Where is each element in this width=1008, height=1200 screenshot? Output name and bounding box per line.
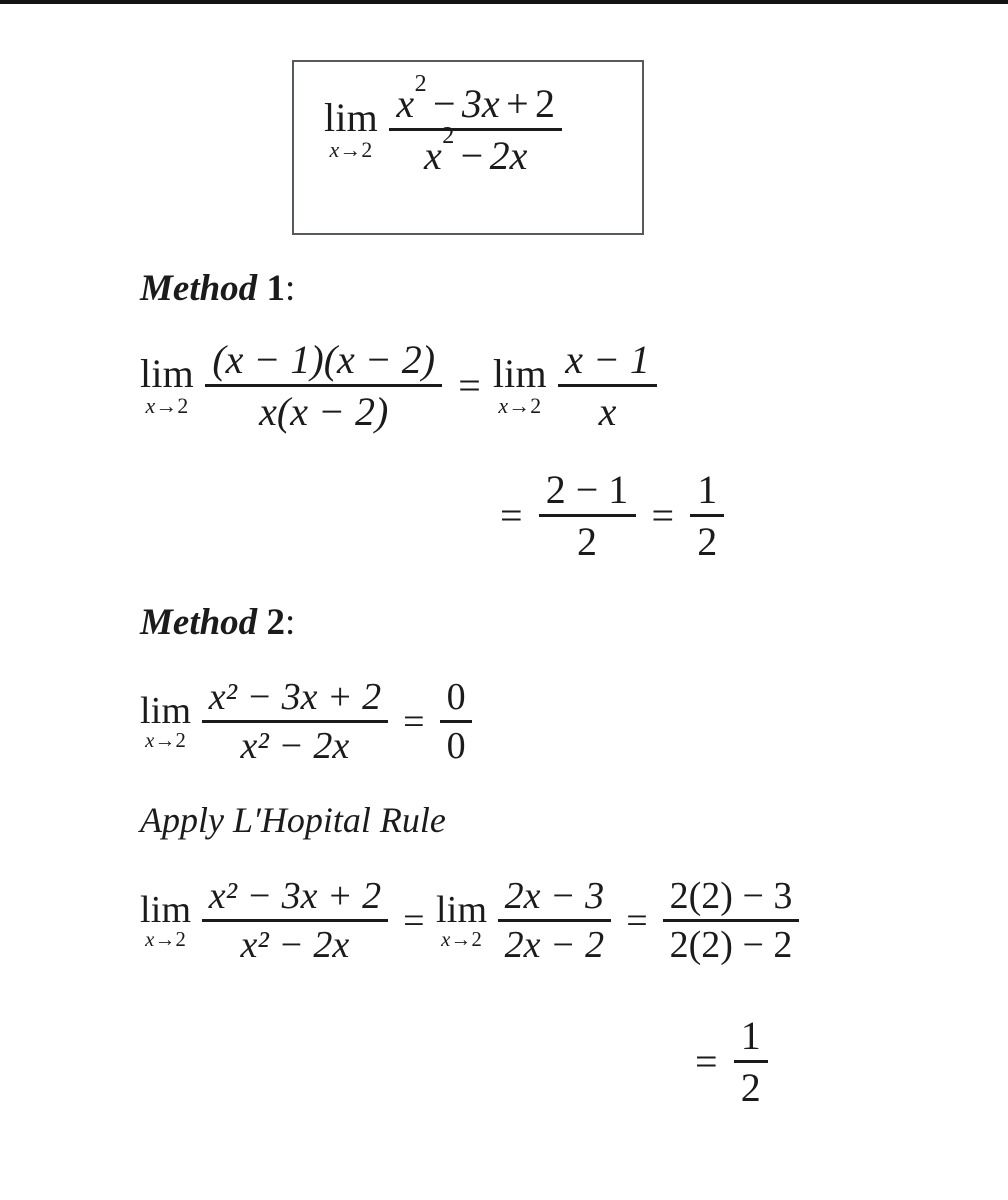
result-numerator: 1 — [697, 467, 718, 512]
equals-sign-2: = — [651, 492, 675, 538]
limit-sub-value: 2 — [471, 928, 483, 951]
limit-sub-value: 2 — [177, 393, 189, 418]
heading-method-1-word: Method — [140, 268, 258, 309]
limit-sub-variable: x — [145, 928, 155, 951]
den-minus: − — [460, 132, 484, 178]
equation-method1-line1 — [140, 337, 661, 434]
limit-sub-variable: x — [145, 393, 156, 418]
final-answer-numerator: 1 — [740, 1013, 761, 1058]
substituted-fraction — [539, 467, 636, 564]
original-numerator: x² − 3x + 2 — [208, 875, 382, 917]
limit-label: lim — [140, 351, 194, 397]
limit-sub-variable: x — [329, 137, 340, 162]
equation-method2-line3 — [683, 1013, 772, 1110]
original-numerator: x² − 3x + 2 — [208, 676, 382, 718]
limit-label: lim — [492, 351, 547, 397]
original-denominator: x² − 2x — [240, 725, 350, 768]
original-fraction — [202, 676, 388, 768]
derivative-denominator: 2x − 2 — [504, 924, 605, 967]
limit-operator — [140, 689, 192, 752]
limit-sub-value: 2 — [175, 729, 187, 752]
limit-sub-arrow: → — [154, 729, 176, 752]
indeterminate-denominator: 0 — [446, 725, 466, 768]
limit-operator-rhs — [492, 351, 547, 418]
heading-method-2-number: 2 — [266, 602, 285, 643]
problem-fraction — [389, 71, 562, 178]
heading-method-1 — [140, 270, 295, 307]
limit-sub-arrow: → — [154, 928, 176, 951]
limit-subscript — [498, 393, 542, 418]
limit-sub-variable: x — [441, 928, 451, 951]
limit-sub-value: 2 — [175, 928, 187, 951]
derivative-numerator: 2x − 3 — [504, 875, 605, 917]
limit-sub-arrow: → — [155, 393, 178, 418]
substituted-denominator: 2 — [577, 518, 598, 564]
simplified-denominator: x — [598, 388, 617, 434]
limit-subscript — [145, 930, 186, 951]
equals-sign: = — [695, 1038, 718, 1084]
limit-subscript — [329, 137, 373, 162]
problem-numerator — [389, 71, 562, 128]
result-fraction — [690, 467, 724, 564]
simplified-numerator: x − 1 — [565, 337, 650, 382]
factored-denominator: x(x − 2) — [259, 388, 389, 434]
equals-sign-1: = — [403, 899, 425, 942]
limit-sub-arrow: → — [508, 393, 531, 418]
limit-operator — [140, 351, 194, 418]
den-base: x — [424, 132, 442, 178]
problem-statement-box — [292, 60, 644, 235]
equals-sign-2: = — [626, 899, 648, 942]
limit-operator — [324, 95, 378, 162]
limit-label: lim — [435, 888, 488, 931]
num-exponent: 2 — [414, 71, 427, 98]
heading-method-2-word: Method — [140, 602, 258, 643]
limit-label: lim — [140, 888, 192, 931]
equation-method2-line2 — [140, 875, 803, 967]
limit-sub-variable: x — [145, 729, 155, 752]
limit-sub-variable: x — [498, 393, 509, 418]
simplified-fraction — [558, 337, 657, 434]
num-term3: 2 — [535, 81, 556, 126]
num-base: x — [396, 81, 415, 126]
limit-sub-value: 2 — [361, 137, 373, 162]
factored-fraction — [205, 337, 442, 434]
equation-method1-line2 — [488, 467, 728, 564]
substituted-numerator: 2 − 1 — [545, 467, 629, 512]
original-denominator: x² − 2x — [240, 924, 350, 967]
limit-operator-derivative — [435, 888, 488, 951]
limit-sub-value: 2 — [530, 393, 542, 418]
top-edge-bar — [0, 0, 1008, 4]
lhopital-rule-note: Apply L′Hopital Rule — [140, 800, 446, 840]
substituted-fraction — [663, 875, 799, 967]
equation-method2-line1 — [140, 676, 476, 768]
limit-subscript — [441, 930, 482, 951]
num-plus: + — [506, 81, 529, 126]
equals-sign-1: = — [500, 492, 523, 538]
limit-subscript — [145, 393, 189, 418]
substituted-numerator: 2(2) − 3 — [669, 875, 793, 917]
result-denominator: 2 — [697, 518, 718, 564]
factored-numerator: (x − 1)(x − 2) — [212, 337, 436, 382]
derivative-fraction — [498, 875, 611, 967]
heading-method-1-number: 1 — [266, 268, 285, 309]
den-term2: 2x — [489, 132, 528, 178]
heading-method-1-colon: : — [284, 268, 296, 309]
limit-operator — [140, 888, 192, 951]
limit-label: lim — [324, 95, 378, 141]
num-term2: 3x — [461, 81, 500, 126]
original-fraction — [202, 875, 388, 967]
problem-expression — [324, 71, 566, 178]
limit-expression — [324, 71, 566, 178]
limit-sub-arrow: → — [450, 928, 472, 951]
final-answer-denominator: 2 — [740, 1064, 761, 1110]
final-answer-fraction — [734, 1013, 768, 1110]
heading-method-2 — [140, 604, 295, 641]
limit-sub-arrow: → — [339, 137, 362, 162]
heading-method-2-colon: : — [284, 602, 296, 643]
limit-subscript — [145, 731, 186, 752]
substituted-denominator: 2(2) − 2 — [669, 924, 793, 967]
num-minus: − — [432, 81, 456, 126]
indeterminate-form — [440, 676, 473, 768]
equals-sign: = — [403, 700, 425, 743]
limit-label: lim — [140, 689, 192, 732]
equals-sign: = — [458, 362, 481, 408]
indeterminate-numerator: 0 — [446, 676, 466, 718]
problem-denominator — [417, 122, 535, 178]
den-exponent: 2 — [442, 122, 455, 149]
